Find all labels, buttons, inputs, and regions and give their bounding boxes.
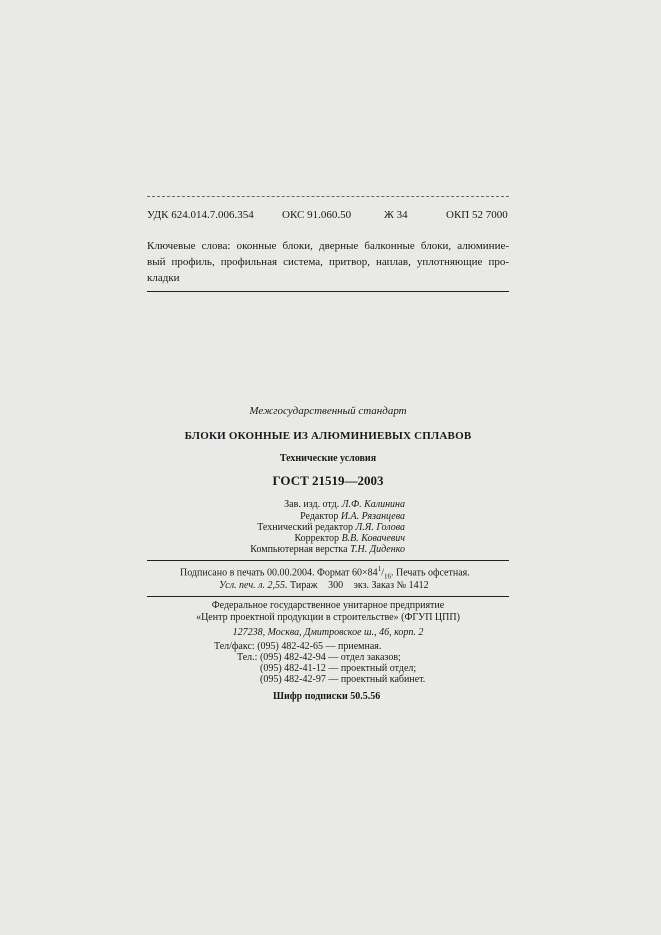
staff-line [284,499,405,510]
print-signed-line: Подписано в печать 00.00.2004. Формат $60\times 84^1/_{16}$. Печать офсетная. [180,565,470,581]
staff-role: Зав. изд. отд. [284,499,340,510]
zh-code: Ж 34 [384,209,408,221]
print-type-text: . Печать офсетная. [390,567,470,579]
publisher-address: 127238, Москва, Дмитровское ш., 46, корп. 2 [232,627,424,638]
order-label: экз. Заказ № [353,580,407,591]
staff-role: Технический редактор [257,522,353,533]
phone-row [260,674,425,685]
phone-row [237,652,401,663]
oks-code: ОКС 91.060.50 [282,209,352,221]
phone-desc: проектный кабинет. [340,674,426,685]
staff-name: Т.Н. Диденко [350,544,405,555]
keywords-line: вый профиль, профильная система, притвор, наплав, уплотняющие про- [147,256,509,268]
phone-desc: проектный отдел; [340,663,417,674]
staff-name: В.В. Ковачевич [341,533,405,544]
dashed-divider [147,196,509,197]
phone-label: Тел/факс: [214,641,255,652]
keywords-block [147,238,509,286]
order-number: 1412 [408,580,429,591]
phone-number: (095) 482-42-65 [257,641,324,652]
print-run-label: Тираж [290,580,318,591]
staff-name: Л.Я. Голова [355,522,405,533]
section-divider [147,560,509,561]
phone-dash: — [328,652,339,663]
print-run-value: 300 [328,580,344,591]
format-fraction-den: 16 [383,572,391,581]
keywords-line: Ключевые слова: оконные блоки, дверные балконные блоки, алюминие- [147,240,509,252]
keywords-line: кладки [147,272,180,284]
phone-number: (095) 482-42-97 [260,674,326,685]
phone-row [260,663,416,674]
staff-line [257,522,405,533]
staff-name: Л.Ф. Калинина [341,499,405,510]
format-fraction-num: 1 [377,565,382,573]
udk-code: УДК 624.014.7.006.354 [147,209,254,221]
staff-role: Компьютерная верстка [250,544,348,555]
phone-number: (095) 482-41-12 [260,663,326,674]
okp-code: ОКП 52 7000 [446,209,508,221]
phone-dash: — [325,641,336,652]
standard-title: БЛОКИ ОКОННЫЕ ИЗ АЛЮМИНИЕВЫХ СПЛАВОВ [184,430,472,442]
phone-dash: — [328,663,339,674]
standard-subtitle: Технические условия [279,453,377,464]
phone-row [214,641,381,652]
publisher-name: Федеральное государственное унитарное предприятие [211,600,445,611]
publisher-full-name: «Центр проектной продукции в строительстве» (ФГУП ЦПП) [196,612,460,623]
subscription-cipher: Шифр подписки 50.5.56 [273,691,381,702]
classification-codes [147,209,509,225]
standard-code: ГОСТ 21519—2003 [272,473,384,488]
standard-type: Межгосударственный стандарт [249,405,407,417]
phone-label: Тел.: [237,652,258,663]
phone-dash: — [328,674,339,685]
staff-role: Редактор [300,511,339,522]
staff-role: Корректор [294,533,340,544]
print-volume-line [219,580,429,591]
staff-name: И.А. Рязанцева [340,511,405,522]
print-signed-text: Подписано в печать 00.00.2004. Формат 60×84 [180,567,378,579]
staff-line [300,511,405,522]
phone-desc: отдел заказов; [340,652,401,663]
staff-line [294,533,405,544]
phone-desc: приемная. [338,641,382,652]
section-divider [147,596,509,597]
phone-number: (095) 482-42-94 [259,652,326,663]
print-sheets: Усл. печ. л. 2,55. [219,580,288,591]
staff-line [250,544,405,555]
section-divider [147,291,509,292]
